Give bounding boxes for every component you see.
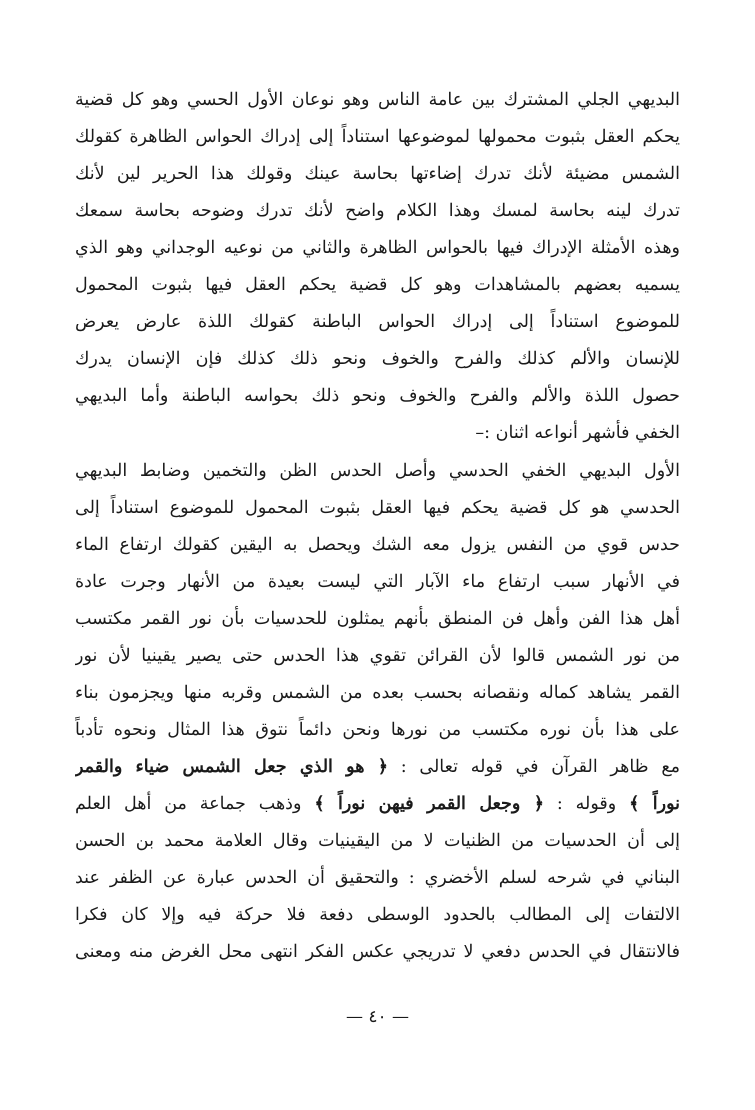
text-line: فالانتقال في الحدس دفعي لا تدريجي عكس الفكر انتهى محل الغرض منه ومعنى xyxy=(75,942,680,962)
text-line: البديهي الجلي المشترك بين عامة الناس وهو نوعان الأول الحسي وهو كل قضية xyxy=(75,90,680,110)
text-line: أهل هذا الفن وأهل فن المنطق بأنهم يمثلون للحدسيات بأن نور القمر مكتسب xyxy=(75,609,680,629)
quran-verse: ﴿ وجعل القمر فيهن نوراً ﴾ xyxy=(314,794,544,814)
text-line: إلى أن الحدسيات من الظنيات لا من اليقينيات وقال العلامة محمد بن الحسن xyxy=(75,831,680,851)
text-line: يسميه بعضهم بالمشاهدات وهو كل قضية يحكم العقل فيها بثبوت المحمول xyxy=(75,275,680,295)
text-line: القمر يشاهد كماله ونقصانه بحسب بعده من الشمس وقربه منها ويجزمون بناء xyxy=(75,683,680,703)
text-line: الالتفات إلى المطالب بالحدود الوسطى دفعة فلا حركة فيه وإلا كان فكرا xyxy=(75,905,680,925)
text-line: وهذه الأمثلة الإدراك فيها بالحواس الظاهرة والثاني من نوعيه الوجداني وهو الذي xyxy=(75,238,680,258)
text-line: للموضوع استناداً إلى إدراك الحواس الباطنة كقولك اللذة عارض يعرض xyxy=(75,312,680,332)
text-segment: وقوله : xyxy=(543,794,630,814)
text-line-quran-2 xyxy=(75,786,680,823)
text-segment: وذهب جماعة من أهل العلم xyxy=(75,794,315,814)
quran-verse: ﴿ هو الذي جعل الشمس ضياء والقمر xyxy=(75,757,388,777)
text-line: الأول البديهي الخفي الحدسي وأصل الحدس الظن والتخمين وضابط البديهي xyxy=(75,461,680,481)
text-line: الحدسي هو كل قضية يحكم فيها العقل بثبوت المحمول للموضوع استناداً إلى xyxy=(75,498,680,518)
text-line: الخفي فأشهر أنواعه اثنان :– xyxy=(475,423,680,443)
paragraph-1 xyxy=(75,82,680,452)
text-line: على هذا بأن نوره مكتسب من نورها ونحن دائماً نتوق هذا المثال ونحوه تأدباً xyxy=(75,720,680,740)
text-line: يحكم العقل بثبوت محمولها لموضوعها استناداً إلى إدراك الحواس الظاهرة كقولك xyxy=(75,127,680,147)
text-line: الشمس مضيئة لأنك تدرك إضاءتها بحاسة عينك وقولك هذا الحرير لين لأنك xyxy=(75,164,680,184)
text-line: حدس قوي من النفس يزول معه الشك ويحصل به اليقين كقولك ارتفاع الماء xyxy=(75,535,680,555)
text-line: حصول اللذة والألم والفرح والخوف ونحو ذلك بحواسه الباطنة وأما البديهي xyxy=(75,386,680,406)
text-line: للإنسان والألم كذلك والفرح والخوف ونحو ذلك كذلك فإن الإنسان يدرك xyxy=(75,349,680,369)
page-number: — ٤٠ — xyxy=(345,1007,410,1027)
text-line: تدرك لينه بحاسة لمسك وهذا الكلام واضح لأنك تدرك وضوحه بحاسة سمعك xyxy=(75,201,680,221)
paragraph-2 xyxy=(75,453,680,971)
text-line: في الأنهار سبب ارتفاع ماء الآبار التي ليست بعيدة من الأنهار وجرت عادة xyxy=(75,572,680,592)
text-line: البناني في شرحه لسلم الأخضري : والتحقيق أن الحدس عبارة عن الظفر عند xyxy=(75,868,680,888)
text-line: من نور الشمس قالوا لأن القرائن تقوي هذا الحدس حتى يصير يقينيا لأن نور xyxy=(75,646,680,666)
text-line-quran-1 xyxy=(75,749,680,786)
text-segment: مع ظاهر القرآن في قوله تعالى : xyxy=(388,757,680,777)
quran-verse: نوراً ﴾ xyxy=(629,794,680,814)
